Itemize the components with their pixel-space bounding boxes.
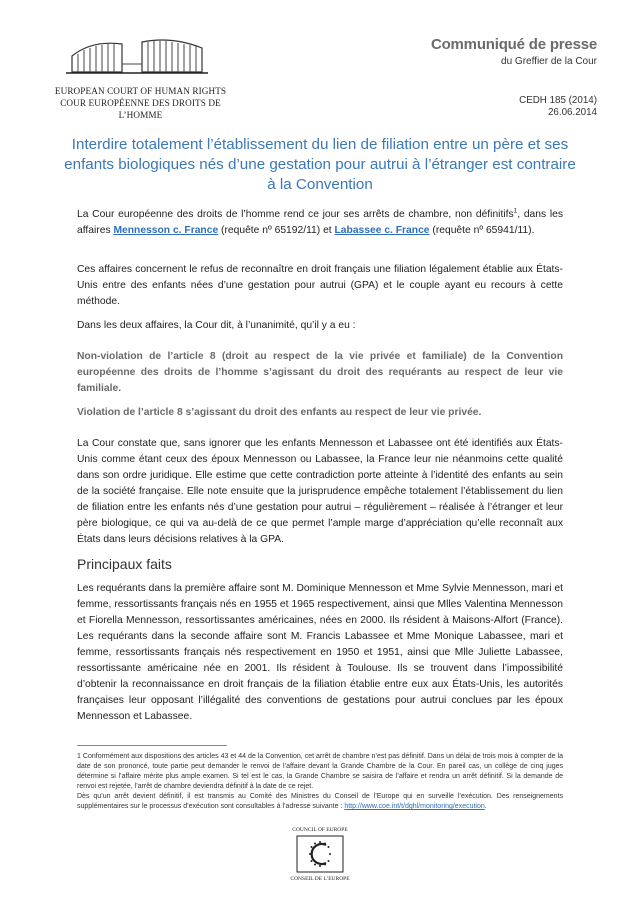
court-name xyxy=(38,85,243,121)
finding-non-violation: Non-violation de l’article 8 (droit au respect de la vie privée et familiale) de la Convention européenne des droits de l’homme s’agissant du droit des requérants au respect de leur vie familiale. xyxy=(77,351,563,394)
reference-block xyxy=(519,95,597,119)
footnote-text-2-body: Dès qu’un arrêt devient définitif, il est transmis au Comité des Ministres du Conseil de l’Europe qui en surveille l’exécution. Des renseignements supplémentaires sur le processus d’exécution sont consultables à l’adresse suivante : xyxy=(77,793,563,810)
intro-paragraph xyxy=(77,207,563,239)
paragraph-subject: Ces affaires concernent le refus de reconnaître en droit français une filiation légalement établie aux États-Unis entre des enfants nées d’une gestation pour autrui (GPA) et le couple ayant eu recours à cette méthode. xyxy=(77,264,563,307)
section-title-facts: Principaux faits xyxy=(77,556,172,572)
release-date: 26.06.2014 xyxy=(547,107,597,118)
paragraph-unanimity: Dans les deux affaires, la Cour dit, à l’unanimité, qu’il y a eu : xyxy=(77,320,356,331)
intro-text-3: (requête nº 65192/11) et xyxy=(218,225,335,236)
footnote-divider xyxy=(77,745,227,746)
council-of-europe-label: COUNCIL OF EUROPE xyxy=(292,827,348,833)
footnote-text-2 xyxy=(77,792,563,812)
footnote xyxy=(77,752,563,812)
court-name-en: EUROPEAN COURT OF HUMAN RIGHTS xyxy=(54,86,227,96)
footnote-link-end: . xyxy=(484,803,487,810)
case-link-mennesson[interactable]: Mennesson c. France xyxy=(113,225,219,236)
intro-text-4: (requête nº 65941/11). xyxy=(429,225,535,236)
headline: Interdire totalement l’établissement du lien de filiation entre un père et ses enfants biologiques nés d’une gestation pour autrui à l’étranger est contraire à la Convention xyxy=(64,136,576,193)
finding-violation: Violation de l’article 8 s’agissant du droit des enfants au respect de leur vie privée. xyxy=(77,407,482,418)
footnote-ref[interactable]: 1 xyxy=(513,207,518,215)
press-release-title: Communiqué de presse xyxy=(430,36,597,53)
paragraph-reasoning: La Cour constate que, sans ignorer que les enfants Mennesson et Labassee ont été identifiés aux États-Unis comme étant ceux des époux Mennesson ou Labassee, la France leur nie néanmoins cette qualité dans son ordre juridique. Elle estime que cette contradiction porte atteinte à l’identité des enfants au sein de la société française. Elle note ensuite que la jurisprudence empêche totalement l’établissement du lien de filiation entre les enfants nés d’une gestation pour autrui – régulièrement – réalisée à l’étranger et leur père biologique, ce qui va au-delà de ce que permet l’ample marge d’appréciation qu’elle reconnaît aux États dans leurs décisions relatives à la GPA. xyxy=(77,438,563,545)
court-name-fr: COUR EUROPÉENNE DES DROITS DE L’HOMME xyxy=(60,98,221,120)
paragraph-facts: Les requérants dans la première affaire sont M. Dominique Mennesson et Mme Sylvie Mennesson, mari et femme, ressortissants français nés en 1955 et 1965 respectivement, ainsi que Mlles Valentina Mennesson et Fiorella Mennesson, ressortissantes américaines, nées en 2000. Ils résident à Maisons-Alfort (France). Les requérants dans la seconde affaire sont M. Francis Labassee et Mme Monique Labassee, mari et femme, ressortissants français nés respectivement en 1950 et 1951, ainsi que Mlle Juliette Labassee, ressortissante américaine née en 2001. Ils résident à Toulouse. Ils se trouvent dans l’impossibilité d’obtenir la reconnaissance en droit français de la filiation établie entre eux aux États-Unis, les autorités françaises leur opposant l’illégalité des conventions de gestations pour autrui conclues par les époux Mennesson et Labassee. xyxy=(77,583,563,722)
intro-text-2: , dans les affaires xyxy=(77,209,564,236)
press-release-subtitle: du Greffier de la Cour xyxy=(501,56,597,67)
intro-text-1: La Cour européenne des droits de l’homme rend ce jour ses arrêts de chambre, non définitifs xyxy=(77,209,514,220)
conseil-de-l-europe-label: CONSEIL DE L’EUROPE xyxy=(290,876,350,882)
execution-link[interactable]: http://www.coe.int/t/dghl/monitoring/execution xyxy=(344,803,485,810)
footnote-text-1: 1 Conformément aux dispositions des articles 43 et 44 de la Convention, cet arrêt de chambre n’est pas définitif. Dans un délai de trois mois à compter de la date de son prononcé, toute partie peut demander le renvoi de l’affaire devant la Grande Chambre de la Cour. En pareil cas, un collège de cinq juges détermine si l’affaire mérite plus ample examen. Si tel est le cas, la Grande Chambre se saisira de l’affaire et rendra un arrêt définitif. Si la demande de renvoi est rejetée, l’arrêt de chambre deviendra définitif à la date de ce rejet. xyxy=(77,753,563,790)
reference-number: CEDH 185 (2014) xyxy=(519,95,597,106)
case-link-labassee[interactable]: Labassee c. France xyxy=(334,225,430,236)
council-of-europe-logo xyxy=(296,835,344,873)
court-building-logo xyxy=(62,34,212,76)
